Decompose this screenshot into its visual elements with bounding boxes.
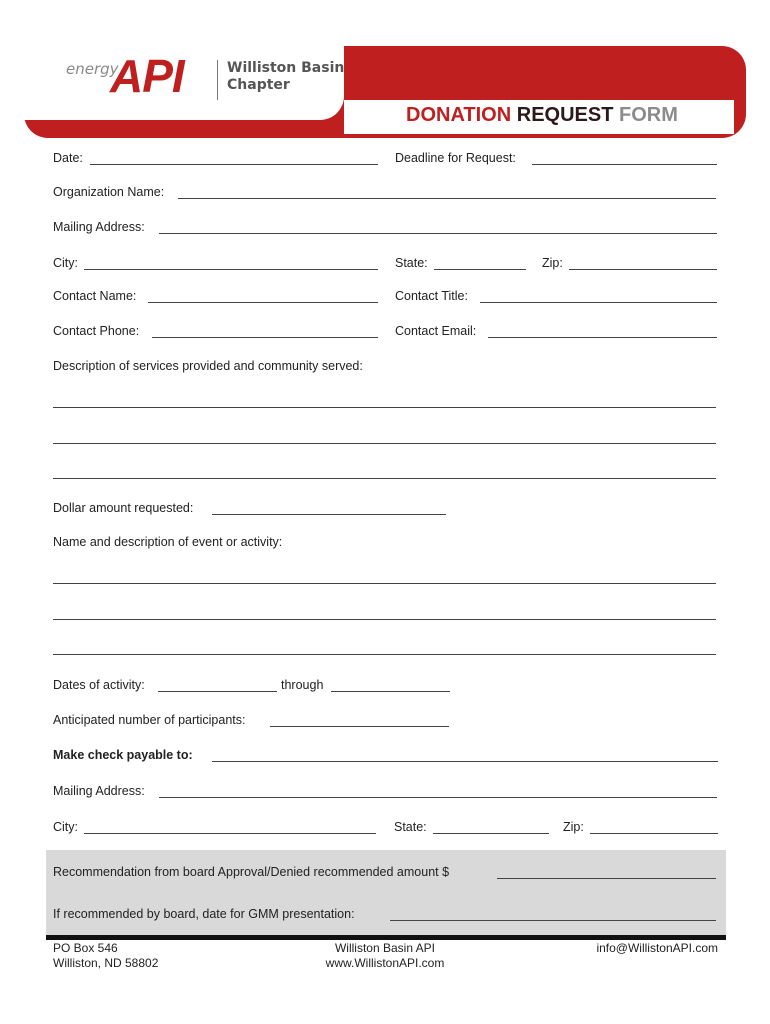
- page-title: [406, 104, 678, 127]
- gmm-date-label: If recommended by board, date for GMM presentation:: [53, 907, 355, 921]
- date-label: Date:: [53, 151, 83, 165]
- contact-phone-label: Contact Phone:: [53, 324, 140, 338]
- description-line-2[interactable]: [53, 443, 716, 444]
- title-request: REQUEST: [516, 104, 614, 126]
- description-line-3[interactable]: [53, 478, 716, 479]
- city-2-field[interactable]: [84, 833, 376, 834]
- city-2-label: City:: [53, 820, 78, 834]
- zip-2-field[interactable]: [590, 833, 718, 834]
- footer-org-name: Williston Basin API: [334, 941, 436, 955]
- board-recommendation-label: Recommendation from board Approval/Denied recommended amount $: [53, 865, 450, 879]
- logo-energy-text: energy: [66, 60, 119, 78]
- contact-name-label: Contact Name:: [53, 289, 137, 303]
- state-2-label: State:: [394, 820, 427, 834]
- contact-name-field[interactable]: [148, 302, 378, 303]
- title-form: FORM: [619, 104, 678, 126]
- zip-field[interactable]: [569, 269, 717, 270]
- event-line-3[interactable]: [53, 654, 716, 655]
- event-line-2[interactable]: [53, 619, 716, 620]
- deadline-label: Deadline for Request:: [395, 151, 516, 165]
- title-donation: DONATION: [406, 104, 512, 126]
- check-payable-label: Make check payable to:: [53, 748, 193, 762]
- dates-from-field[interactable]: [158, 691, 277, 692]
- date-field[interactable]: [90, 164, 378, 165]
- mailing-address-label: Mailing Address:: [53, 220, 145, 234]
- dollar-amount-field[interactable]: [212, 514, 446, 515]
- org-name-field[interactable]: [178, 198, 716, 199]
- footer-divider: [46, 935, 726, 940]
- through-label: through: [281, 678, 324, 692]
- mailing-address-2-field[interactable]: [159, 797, 717, 798]
- contact-title-label: Contact Title:: [395, 289, 468, 303]
- dates-through-field[interactable]: [331, 691, 450, 692]
- zip-2-label: Zip:: [563, 820, 584, 834]
- state-label: State:: [395, 256, 428, 270]
- board-section: [46, 850, 726, 936]
- zip-label: Zip:: [542, 256, 563, 270]
- contact-title-field[interactable]: [480, 302, 717, 303]
- footer-address: [53, 941, 158, 971]
- participants-label: Anticipated number of participants:: [53, 713, 246, 727]
- logo-divider: [217, 60, 218, 100]
- api-logo: API: [110, 50, 184, 102]
- gmm-date-field[interactable]: [390, 920, 716, 921]
- event-description-label: Name and description of event or activity:: [53, 535, 283, 549]
- org-name-label: Organization Name:: [53, 185, 165, 199]
- footer-po-box: PO Box 546: [53, 941, 118, 955]
- state-2-field[interactable]: [433, 833, 549, 834]
- contact-email-field[interactable]: [488, 337, 717, 338]
- city-field[interactable]: [84, 269, 378, 270]
- participants-field[interactable]: [270, 726, 449, 727]
- footer-website[interactable]: www.WillistonAPI.com: [325, 956, 445, 970]
- state-field[interactable]: [434, 269, 526, 270]
- dollar-amount-label: Dollar amount requested:: [53, 501, 194, 515]
- footer-city-zip: Williston, ND 58802: [53, 956, 159, 970]
- chapter-name-line2: Chapter: [227, 77, 290, 93]
- mailing-address-field[interactable]: [159, 233, 717, 234]
- footer-org: [322, 941, 448, 971]
- description-line-1[interactable]: [53, 407, 716, 408]
- mailing-address-2-label: Mailing Address:: [53, 784, 145, 798]
- city-label: City:: [53, 256, 78, 270]
- chapter-name: [227, 60, 344, 94]
- check-payable-field[interactable]: [212, 761, 718, 762]
- dates-activity-label: Dates of activity:: [53, 678, 145, 692]
- event-line-1[interactable]: [53, 583, 716, 584]
- recommended-amount-field[interactable]: [497, 878, 716, 879]
- footer-email[interactable]: info@WillistonAPI.com: [596, 941, 718, 955]
- chapter-name-line1: Williston Basin: [227, 60, 345, 76]
- contact-email-label: Contact Email:: [395, 324, 477, 338]
- deadline-field[interactable]: [532, 164, 717, 165]
- description-label: Description of services provided and community served:: [53, 359, 363, 373]
- contact-phone-field[interactable]: [152, 337, 378, 338]
